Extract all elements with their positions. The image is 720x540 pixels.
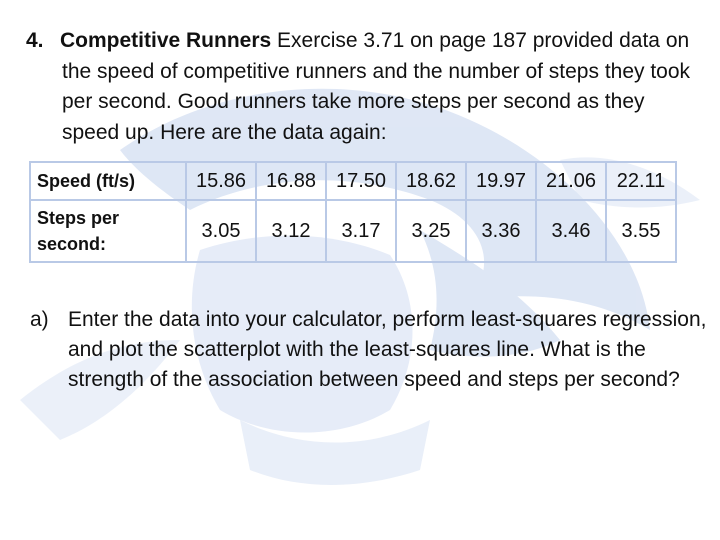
steps-cell: 3.46: [536, 200, 606, 262]
problem-statement: [26, 26, 706, 148]
table-row-steps: [30, 200, 676, 262]
speed-cell: 15.86: [186, 162, 256, 200]
steps-cell: 3.36: [466, 200, 536, 262]
data-table: [29, 161, 677, 263]
steps-header: Steps per second:: [30, 200, 186, 262]
steps-cell: 3.17: [326, 200, 396, 262]
table-row-speed: [30, 162, 676, 200]
steps-cell: 3.12: [256, 200, 326, 262]
speed-cell: 18.62: [396, 162, 466, 200]
speed-cell: 17.50: [326, 162, 396, 200]
speed-cell: 21.06: [536, 162, 606, 200]
steps-cell: 3.05: [186, 200, 256, 262]
part-a-label: a): [30, 308, 49, 331]
speed-cell: 16.88: [256, 162, 326, 200]
speed-cell: 22.11: [606, 162, 676, 200]
problem-text-block: [26, 26, 706, 148]
problem-title: Competitive Runners: [60, 29, 272, 52]
speed-cell: 19.97: [466, 162, 536, 200]
part-a: [30, 305, 710, 395]
speed-header: Speed (ft/s): [30, 162, 186, 200]
problem-text: Exercise 3.71 on page 187 provided data on the speed of competitive runners and the number of steps they took per second. Good runners take more steps per second as they speed up. Here are the data again:: [62, 29, 691, 144]
steps-cell: 3.55: [606, 200, 676, 262]
problem-number: 4.: [26, 29, 44, 52]
steps-cell: 3.25: [396, 200, 466, 262]
part-a-text: Enter the data into your calculator, perform least-squares regression, and plot the scatterplot with the least-squares line. What is the strength of the association between speed and steps per second?: [68, 308, 707, 391]
